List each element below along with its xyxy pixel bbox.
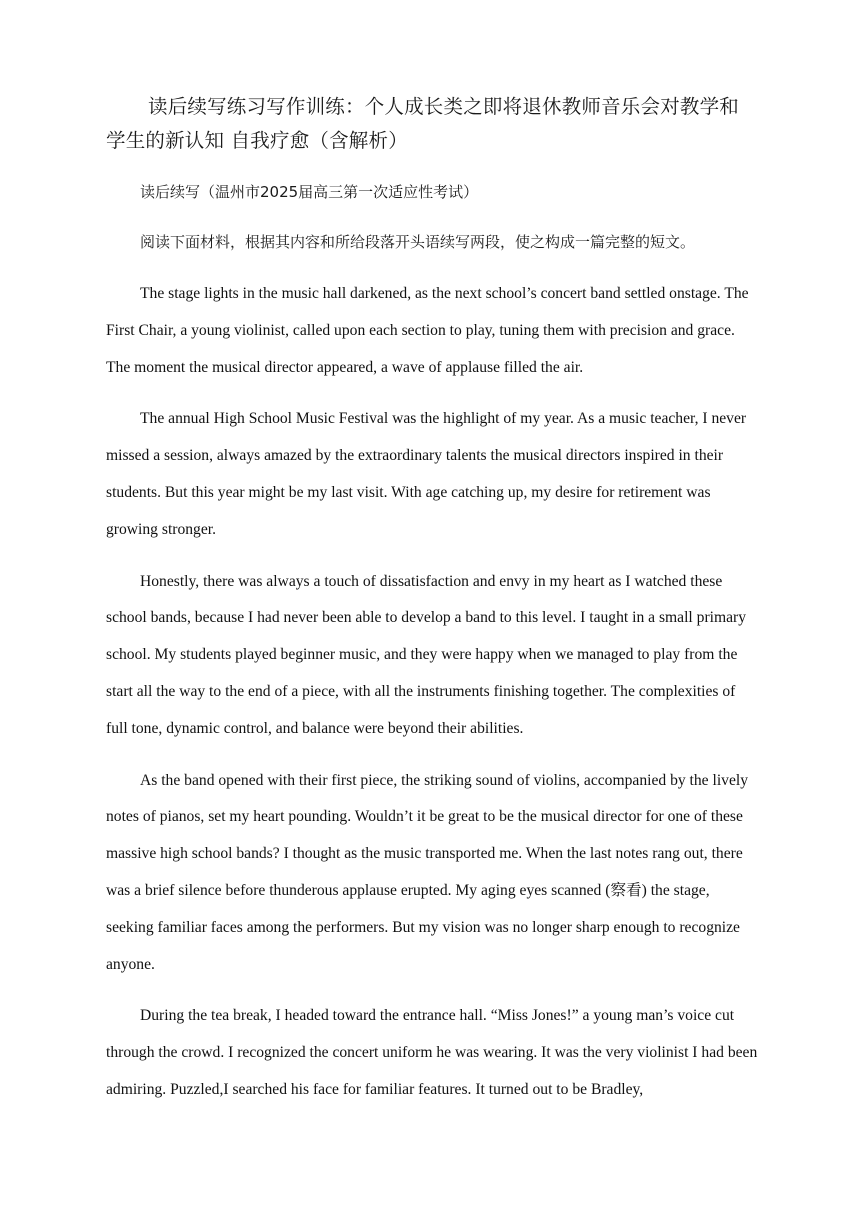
document-title: 读后续写练习写作训练：个人成长类之即将退休教师音乐会对教学和学生的新认知 自我疗愈（含解析） (106, 95, 740, 152)
story-paragraph-5: During the tea break, I headed toward the entrance hall. “Miss Jones!” a young man’s voice cut through the crowd. I recognized the concert uniform he was wearing. It was the very violinist I had been admiring. Puzzled,I searched his face for familiar features. It turned out to be Bradley, (106, 1007, 758, 1098)
story-paragraph-3: Honestly, there was always a touch of dissatisfaction and envy in my heart as I watched these school bands, because I had never been able to develop a band to this level. I taught in a small primary school. My students played beginner music, and they were happy when we managed to play from the start all the way to the end of a piece, with all the instruments finishing together. The complexities of full tone, dynamic control, and balance were beyond their abilities. (106, 572, 747, 737)
story-paragraph-2: The annual High School Music Festival was the highlight of my year. As a music teacher, I never missed a session, always amazed by the extraordinary talents the musical directors inspired in their students. But this year might be my last visit. With age catching up, my desire for retirement was growing stronger. (106, 410, 747, 538)
story-paragraph-4: As the band opened with their first piece, the striking sound of violins, accompanied by the lively notes of pianos, set my heart pounding. Wouldn’t it be great to be the musical director for one of these massive high school bands? I thought as the music transported me. When the last notes rang out, there was a brief silence before thunderous applause erupted. My aging eyes scanned (察看) the stage, seeking familiar faces among the performers. But my vision was no longer sharp enough to recognize anyone. (106, 771, 749, 973)
source-line: 读后续写（温州市2025届高三第一次适应性考试） (140, 183, 479, 201)
instruction-text: 阅读下面材料，根据其内容和所给段落开头语续写两段，使之构成一篇完整的短文。 (140, 233, 696, 251)
story-paragraph-1: The stage lights in the music hall darkened, as the next school’s concert band settled onstage. The First Chair, a young violinist, called upon each section to play, tuning them with precision and grace. The moment the musical director appeared, a wave of applause filled the air. (106, 285, 749, 376)
document-page (106, 90, 758, 1109)
